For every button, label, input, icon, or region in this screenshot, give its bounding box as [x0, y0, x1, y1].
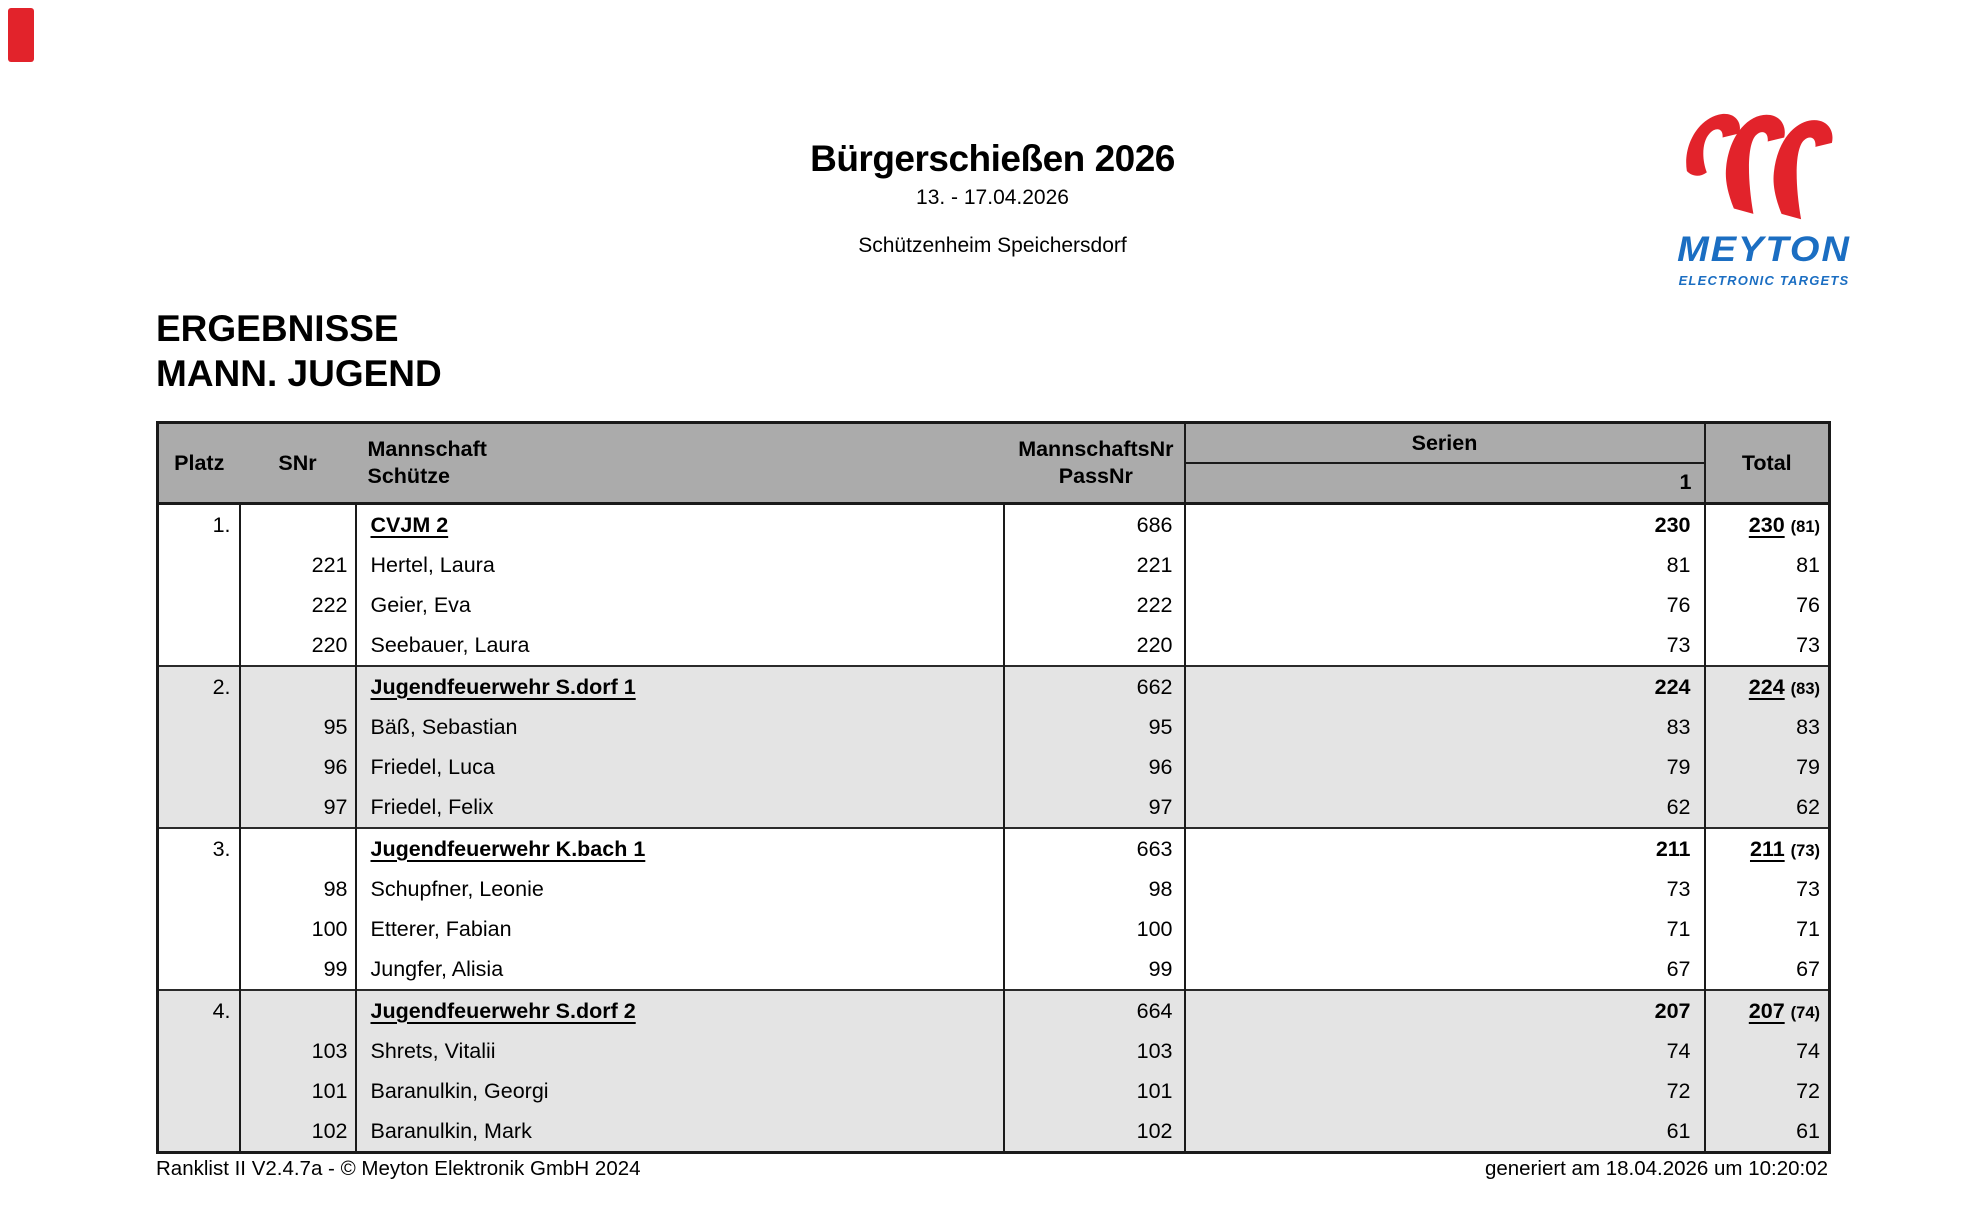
team-total-value: 230 — [1748, 512, 1785, 537]
results-table — [156, 421, 1831, 1154]
col-header-mannschaftsnr-passnr — [1004, 423, 1185, 504]
passnr-cell: 95 — [1004, 707, 1185, 747]
corner-red-mark — [8, 8, 34, 62]
col-header-serien — [1185, 423, 1705, 504]
col-header-mannschaft: Mannschaft — [367, 437, 487, 461]
team-row — [158, 666, 1830, 707]
team-serie-cell: 207 — [1185, 990, 1705, 1031]
total-cell: 81 — [1705, 545, 1830, 585]
team-total-note: (73) — [1790, 841, 1820, 860]
total-cell: 74 — [1705, 1031, 1830, 1071]
passnr-cell: 221 — [1004, 545, 1185, 585]
team-total-cell — [1705, 504, 1830, 546]
snr-cell: 100 — [240, 909, 356, 949]
shooter-name-cell: Shrets, Vitalii — [356, 1031, 1004, 1071]
team-total-value: 211 — [1749, 836, 1785, 861]
event-venue: Schützenheim Speichersdorf — [858, 234, 1127, 257]
serie-cell: 72 — [1185, 1071, 1705, 1111]
serie-cell: 81 — [1185, 545, 1705, 585]
mannschaftsnr-cell: 664 — [1004, 990, 1185, 1031]
shooter-name-cell: Baranulkin, Georgi — [356, 1071, 1004, 1111]
passnr-cell: 222 — [1004, 585, 1185, 625]
col-header-platz: Platz — [158, 423, 240, 504]
passnr-cell: 102 — [1004, 1111, 1185, 1153]
serie-cell: 62 — [1185, 787, 1705, 828]
shooter-row — [158, 787, 1830, 828]
platz-cell-empty — [158, 1111, 240, 1153]
serie-cell: 76 — [1185, 585, 1705, 625]
passnr-cell: 103 — [1004, 1031, 1185, 1071]
platz-cell-empty — [158, 787, 240, 828]
document-title: Bürgerschießen 2026 — [810, 138, 1175, 179]
total-cell: 72 — [1705, 1071, 1830, 1111]
team-row — [158, 828, 1830, 869]
passnr-cell: 97 — [1004, 787, 1185, 828]
shooter-name-cell: Bäß, Sebastian — [356, 707, 1004, 747]
serie-cell: 73 — [1185, 625, 1705, 666]
passnr-cell: 96 — [1004, 747, 1185, 787]
serien-label: Serien — [1186, 424, 1704, 464]
table-header-row — [158, 423, 1830, 504]
logo-wordmark: MEYTON — [1677, 230, 1851, 270]
platz-cell-empty — [158, 949, 240, 990]
platz-cell: 2. — [158, 666, 240, 707]
serie-cell: 79 — [1185, 747, 1705, 787]
shooter-row — [158, 1111, 1830, 1153]
team-row — [158, 990, 1830, 1031]
snr-cell: 95 — [240, 707, 356, 747]
mannschaftsnr-cell: 662 — [1004, 666, 1185, 707]
snr-cell-empty — [240, 828, 356, 869]
snr-cell: 222 — [240, 585, 356, 625]
shooter-row — [158, 949, 1830, 990]
shooter-name-cell: Etterer, Fabian — [356, 909, 1004, 949]
mannschaftsnr-cell: 663 — [1004, 828, 1185, 869]
shooter-name-cell: Friedel, Luca — [356, 747, 1004, 787]
serie-cell: 71 — [1185, 909, 1705, 949]
snr-cell-empty — [240, 990, 356, 1031]
serie-cell: 74 — [1185, 1031, 1705, 1071]
shooter-name-cell: Baranulkin, Mark — [356, 1111, 1004, 1153]
shooter-row — [158, 869, 1830, 909]
team-name-cell — [356, 828, 1004, 869]
snr-cell: 97 — [240, 787, 356, 828]
total-cell: 73 — [1705, 625, 1830, 666]
page-heading — [156, 306, 442, 396]
shooter-row — [158, 585, 1830, 625]
serien-sub-header-1: 1 — [1679, 470, 1692, 494]
team-total-cell — [1705, 990, 1830, 1031]
shooter-name-cell: Schupfner, Leonie — [356, 869, 1004, 909]
footer-version: Ranklist II V2.4.7a - © Meyton Elektronik GmbH 2024 — [156, 1157, 641, 1180]
col-header-mannschaft-schuetze — [356, 423, 1004, 504]
platz-cell-empty — [158, 1071, 240, 1111]
col-header-schuetze: Schütze — [367, 464, 450, 488]
serie-cell: 61 — [1185, 1111, 1705, 1153]
shooter-row — [158, 545, 1830, 585]
meyton-m-icon — [1680, 104, 1848, 228]
footer-generated-timestamp: generiert am 18.04.2026 um 10:20:02 — [1484, 1157, 1828, 1180]
logo-tagline: ELECTRONIC TARGETS — [1678, 273, 1850, 288]
team-total-cell — [1705, 828, 1830, 869]
heading-ergebnisse: ERGEBNISSE — [156, 308, 399, 349]
shooter-name-cell: Jungfer, Alisia — [356, 949, 1004, 990]
platz-cell-empty — [158, 545, 240, 585]
team-serie-cell: 230 — [1185, 504, 1705, 546]
event-date-range: 13. - 17.04.2026 — [916, 186, 1069, 209]
team-serie-cell: 211 — [1185, 828, 1705, 869]
snr-cell: 101 — [240, 1071, 356, 1111]
platz-cell-empty — [158, 909, 240, 949]
meyton-logo — [1656, 104, 1872, 288]
platz-cell-empty — [158, 747, 240, 787]
serie-cell: 73 — [1185, 869, 1705, 909]
team-name: Jugendfeuerwehr S.dorf 1 — [370, 674, 636, 699]
snr-cell: 103 — [240, 1031, 356, 1071]
total-cell: 71 — [1705, 909, 1830, 949]
col-header-snr: SNr — [240, 423, 356, 504]
platz-cell: 4. — [158, 990, 240, 1031]
snr-cell: 221 — [240, 545, 356, 585]
team-name: Jugendfeuerwehr S.dorf 2 — [370, 998, 636, 1023]
passnr-cell: 99 — [1004, 949, 1185, 990]
total-cell: 83 — [1705, 707, 1830, 747]
team-total-cell — [1705, 666, 1830, 707]
results-table-body — [158, 504, 1830, 1153]
team-total-note: (81) — [1790, 517, 1820, 536]
shooter-row — [158, 1031, 1830, 1071]
snr-cell: 102 — [240, 1111, 356, 1153]
shooter-name-cell: Geier, Eva — [356, 585, 1004, 625]
total-cell: 76 — [1705, 585, 1830, 625]
snr-cell-empty — [240, 504, 356, 546]
total-cell: 67 — [1705, 949, 1830, 990]
platz-cell-empty — [158, 625, 240, 666]
team-total-note: (83) — [1790, 679, 1820, 698]
shooter-row — [158, 707, 1830, 747]
team-name: Jugendfeuerwehr K.bach 1 — [370, 836, 646, 861]
total-cell: 62 — [1705, 787, 1830, 828]
col-header-mannschaftsnr: MannschaftsNr — [1018, 437, 1174, 461]
total-cell: 61 — [1705, 1111, 1830, 1153]
snr-cell: 98 — [240, 869, 356, 909]
team-total-value: 224 — [1748, 674, 1785, 699]
mannschaftsnr-cell: 686 — [1004, 504, 1185, 546]
team-total-note: (74) — [1790, 1003, 1820, 1022]
passnr-cell: 100 — [1004, 909, 1185, 949]
team-serie-cell: 224 — [1185, 666, 1705, 707]
team-name-cell — [356, 666, 1004, 707]
team-name: CVJM 2 — [370, 512, 449, 537]
team-row — [158, 504, 1830, 546]
shooter-name-cell: Seebauer, Laura — [356, 625, 1004, 666]
platz-cell: 3. — [158, 828, 240, 869]
platz-cell-empty — [158, 585, 240, 625]
passnr-cell: 98 — [1004, 869, 1185, 909]
shooter-name-cell: Friedel, Felix — [356, 787, 1004, 828]
platz-cell-empty — [158, 707, 240, 747]
shooter-row — [158, 1071, 1830, 1111]
snr-cell: 99 — [240, 949, 356, 990]
total-cell: 73 — [1705, 869, 1830, 909]
platz-cell-empty — [158, 1031, 240, 1071]
snr-cell: 220 — [240, 625, 356, 666]
snr-cell-empty — [240, 666, 356, 707]
shooter-name-cell: Hertel, Laura — [356, 545, 1004, 585]
team-name-cell — [356, 504, 1004, 546]
passnr-cell: 220 — [1004, 625, 1185, 666]
snr-cell: 96 — [240, 747, 356, 787]
heading-class: MANN. JUGEND — [156, 353, 442, 394]
platz-cell-empty — [158, 869, 240, 909]
team-name-cell — [356, 990, 1004, 1031]
total-cell: 79 — [1705, 747, 1830, 787]
col-header-total: Total — [1705, 423, 1830, 504]
team-total-value: 207 — [1748, 998, 1785, 1023]
shooter-row — [158, 625, 1830, 666]
col-header-passnr: PassNr — [1058, 464, 1133, 488]
platz-cell: 1. — [158, 504, 240, 546]
serie-cell: 67 — [1185, 949, 1705, 990]
serie-cell: 83 — [1185, 707, 1705, 747]
shooter-row — [158, 747, 1830, 787]
shooter-row — [158, 909, 1830, 949]
passnr-cell: 101 — [1004, 1071, 1185, 1111]
